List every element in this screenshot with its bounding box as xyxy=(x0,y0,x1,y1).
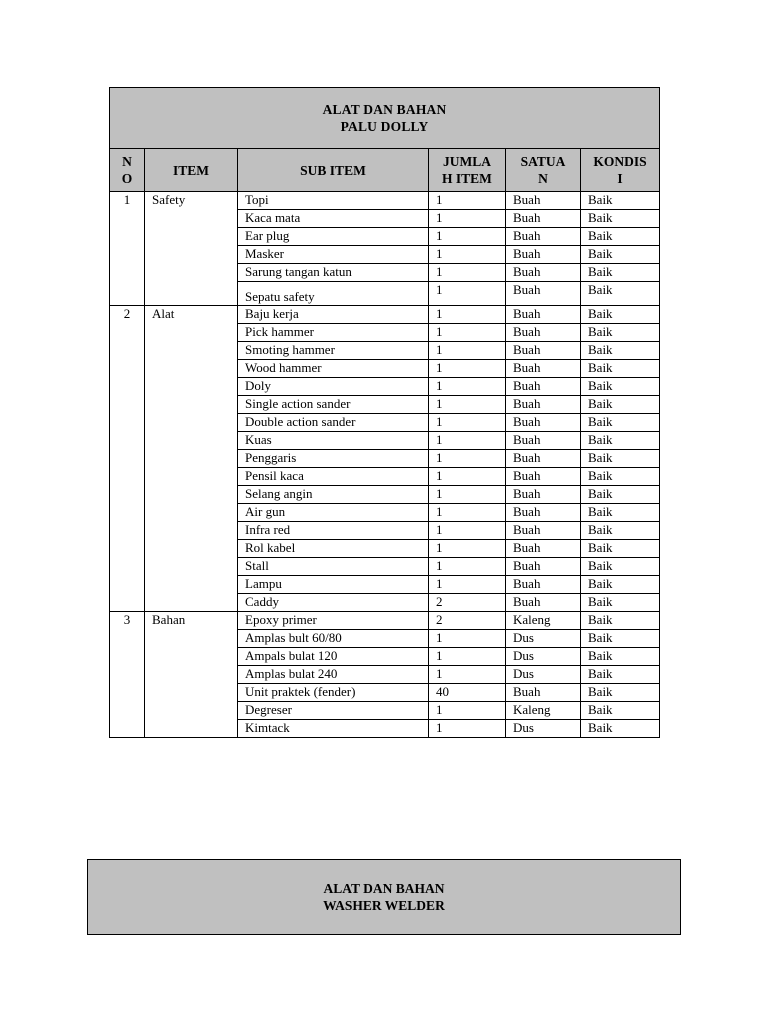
table-title-line2: WASHER WELDER xyxy=(323,898,445,913)
table-row xyxy=(110,282,660,306)
no-cell xyxy=(110,702,145,720)
no-cell xyxy=(110,414,145,432)
no-cell xyxy=(110,468,145,486)
kondisi-cell: Baik xyxy=(581,306,660,324)
sub-item-cell: Masker xyxy=(238,246,429,264)
kondisi-cell: Baik xyxy=(581,486,660,504)
item-cell xyxy=(145,264,238,282)
satuan-cell: Buah xyxy=(506,468,581,486)
kondisi-cell: Baik xyxy=(581,192,660,210)
satuan-cell: Kaleng xyxy=(506,702,581,720)
no-cell xyxy=(110,246,145,264)
item-cell: Safety xyxy=(145,192,238,210)
satuan-cell: Buah xyxy=(506,282,581,306)
header-satuan-line2: N xyxy=(538,171,548,186)
sub-item-cell: Baju kerja xyxy=(238,306,429,324)
kondisi-cell: Baik xyxy=(581,630,660,648)
table-row xyxy=(110,414,660,432)
jumlah-cell: 40 xyxy=(429,684,506,702)
header-kondisi xyxy=(581,149,660,192)
table-row xyxy=(110,264,660,282)
table-title-line2: PALU DOLLY xyxy=(340,119,429,134)
header-no-line2: O xyxy=(121,171,133,186)
no-cell xyxy=(110,282,145,306)
item-cell xyxy=(145,342,238,360)
kondisi-cell: Baik xyxy=(581,666,660,684)
no-cell xyxy=(110,630,145,648)
no-cell xyxy=(110,522,145,540)
table-row xyxy=(110,246,660,264)
satuan-cell: Buah xyxy=(506,306,581,324)
jumlah-cell: 1 xyxy=(429,192,506,210)
washer-welder-table xyxy=(87,859,681,935)
header-kondisi-line1: KONDIS xyxy=(593,154,647,169)
table-row xyxy=(110,360,660,378)
item-cell xyxy=(145,360,238,378)
jumlah-cell: 1 xyxy=(429,468,506,486)
header-no xyxy=(110,149,145,192)
item-cell xyxy=(145,210,238,228)
sub-item-cell: Single action sander xyxy=(238,396,429,414)
kondisi-cell: Baik xyxy=(581,576,660,594)
table-row xyxy=(110,648,660,666)
header-kondisi-line2: I xyxy=(617,171,623,186)
header-item: ITEM xyxy=(145,149,238,192)
no-cell xyxy=(110,264,145,282)
sub-item-cell: Stall xyxy=(238,558,429,576)
table-row xyxy=(110,342,660,360)
no-cell xyxy=(110,576,145,594)
table-row xyxy=(110,558,660,576)
jumlah-cell: 1 xyxy=(429,576,506,594)
no-cell xyxy=(110,648,145,666)
kondisi-cell: Baik xyxy=(581,504,660,522)
table-row xyxy=(110,522,660,540)
table-row xyxy=(110,378,660,396)
table-row xyxy=(110,228,660,246)
jumlah-cell: 2 xyxy=(429,594,506,612)
kondisi-cell: Baik xyxy=(581,594,660,612)
jumlah-cell: 1 xyxy=(429,432,506,450)
kondisi-cell: Baik xyxy=(581,246,660,264)
sub-item-cell: Sepatu safety xyxy=(238,282,429,306)
kondisi-cell: Baik xyxy=(581,396,660,414)
sub-item-cell: Degreser xyxy=(238,702,429,720)
table-row xyxy=(110,468,660,486)
no-cell xyxy=(110,486,145,504)
no-cell xyxy=(110,504,145,522)
kondisi-cell: Baik xyxy=(581,210,660,228)
item-cell xyxy=(145,468,238,486)
sub-item-cell: Double action sander xyxy=(238,414,429,432)
jumlah-cell: 1 xyxy=(429,558,506,576)
jumlah-cell: 1 xyxy=(429,720,506,738)
item-cell xyxy=(145,594,238,612)
item-cell xyxy=(145,630,238,648)
sub-item-cell: Pensil kaca xyxy=(238,468,429,486)
item-cell: Bahan xyxy=(145,612,238,630)
jumlah-cell: 1 xyxy=(429,342,506,360)
no-cell xyxy=(110,558,145,576)
jumlah-cell: 1 xyxy=(429,210,506,228)
kondisi-cell: Baik xyxy=(581,468,660,486)
jumlah-cell: 1 xyxy=(429,504,506,522)
item-cell xyxy=(145,432,238,450)
item-cell xyxy=(145,450,238,468)
item-cell xyxy=(145,702,238,720)
header-sub-item: SUB ITEM xyxy=(238,149,429,192)
no-cell xyxy=(110,720,145,738)
table-row xyxy=(110,486,660,504)
sub-item-cell: Unit praktek (fender) xyxy=(238,684,429,702)
kondisi-cell: Baik xyxy=(581,540,660,558)
satuan-cell: Buah xyxy=(506,540,581,558)
jumlah-cell: 1 xyxy=(429,282,506,306)
satuan-cell: Dus xyxy=(506,666,581,684)
table-row xyxy=(110,324,660,342)
satuan-cell: Buah xyxy=(506,594,581,612)
sub-item-cell: Selang angin xyxy=(238,486,429,504)
table-title xyxy=(88,860,681,935)
kondisi-cell: Baik xyxy=(581,432,660,450)
table-row xyxy=(110,396,660,414)
kondisi-cell: Baik xyxy=(581,450,660,468)
sub-item-cell: Topi xyxy=(238,192,429,210)
satuan-cell: Buah xyxy=(506,396,581,414)
no-cell xyxy=(110,324,145,342)
jumlah-cell: 1 xyxy=(429,360,506,378)
kondisi-cell: Baik xyxy=(581,228,660,246)
item-cell xyxy=(145,522,238,540)
jumlah-cell: 1 xyxy=(429,522,506,540)
jumlah-cell: 1 xyxy=(429,666,506,684)
table-row xyxy=(110,504,660,522)
kondisi-cell: Baik xyxy=(581,414,660,432)
item-cell xyxy=(145,720,238,738)
kondisi-cell: Baik xyxy=(581,702,660,720)
jumlah-cell: 1 xyxy=(429,264,506,282)
item-cell xyxy=(145,648,238,666)
no-cell xyxy=(110,450,145,468)
item-cell xyxy=(145,246,238,264)
satuan-cell: Dus xyxy=(506,630,581,648)
no-cell xyxy=(110,396,145,414)
sub-item-cell: Smoting hammer xyxy=(238,342,429,360)
sub-item-cell: Air gun xyxy=(238,504,429,522)
satuan-cell: Buah xyxy=(506,264,581,282)
satuan-cell: Buah xyxy=(506,360,581,378)
satuan-cell: Buah xyxy=(506,450,581,468)
table-title-line1: ALAT DAN BAHAN xyxy=(323,881,445,896)
satuan-cell: Buah xyxy=(506,558,581,576)
no-cell xyxy=(110,684,145,702)
satuan-cell: Buah xyxy=(506,684,581,702)
table-row xyxy=(110,306,660,324)
sub-item-cell: Pick hammer xyxy=(238,324,429,342)
kondisi-cell: Baik xyxy=(581,360,660,378)
kondisi-cell: Baik xyxy=(581,558,660,576)
sub-item-cell: Epoxy primer xyxy=(238,612,429,630)
kondisi-cell: Baik xyxy=(581,378,660,396)
sub-item-cell: Penggaris xyxy=(238,450,429,468)
jumlah-cell: 1 xyxy=(429,324,506,342)
item-cell xyxy=(145,414,238,432)
kondisi-cell: Baik xyxy=(581,612,660,630)
jumlah-cell: 1 xyxy=(429,378,506,396)
satuan-cell: Buah xyxy=(506,228,581,246)
no-cell xyxy=(110,540,145,558)
no-cell xyxy=(110,378,145,396)
table-row xyxy=(110,450,660,468)
sub-item-cell: Doly xyxy=(238,378,429,396)
table-row xyxy=(110,630,660,648)
item-cell xyxy=(145,684,238,702)
table-row xyxy=(110,720,660,738)
kondisi-cell: Baik xyxy=(581,324,660,342)
no-cell xyxy=(110,432,145,450)
kondisi-cell: Baik xyxy=(581,342,660,360)
sub-item-cell: Infra red xyxy=(238,522,429,540)
item-cell xyxy=(145,504,238,522)
jumlah-cell: 1 xyxy=(429,396,506,414)
no-cell xyxy=(110,342,145,360)
sub-item-cell: Ear plug xyxy=(238,228,429,246)
header-jumlah-line2: H ITEM xyxy=(442,171,492,186)
no-cell xyxy=(110,594,145,612)
table-row xyxy=(110,666,660,684)
table-row xyxy=(110,684,660,702)
jumlah-cell: 1 xyxy=(429,228,506,246)
jumlah-cell: 1 xyxy=(429,246,506,264)
jumlah-cell: 1 xyxy=(429,648,506,666)
table-row xyxy=(110,576,660,594)
no-cell: 1 xyxy=(110,192,145,210)
satuan-cell: Buah xyxy=(506,522,581,540)
item-cell xyxy=(145,282,238,306)
item-cell: Alat xyxy=(145,306,238,324)
jumlah-cell: 1 xyxy=(429,630,506,648)
table-row xyxy=(110,702,660,720)
item-cell xyxy=(145,540,238,558)
header-satuan-line1: SATUA xyxy=(520,154,566,169)
jumlah-cell: 1 xyxy=(429,486,506,504)
table-title-line1: ALAT DAN BAHAN xyxy=(322,102,447,117)
satuan-cell: Buah xyxy=(506,576,581,594)
table-row xyxy=(110,594,660,612)
sub-item-cell: Caddy xyxy=(238,594,429,612)
jumlah-cell: 1 xyxy=(429,450,506,468)
table-row xyxy=(110,540,660,558)
satuan-cell: Dus xyxy=(506,720,581,738)
kondisi-cell: Baik xyxy=(581,684,660,702)
sub-item-cell: Ampals bulat 120 xyxy=(238,648,429,666)
jumlah-cell: 1 xyxy=(429,702,506,720)
satuan-cell: Kaleng xyxy=(506,612,581,630)
satuan-cell: Buah xyxy=(506,486,581,504)
item-cell xyxy=(145,666,238,684)
no-cell xyxy=(110,210,145,228)
palu-dolly-table xyxy=(109,87,660,738)
no-cell xyxy=(110,666,145,684)
kondisi-cell: Baik xyxy=(581,720,660,738)
table-row xyxy=(110,432,660,450)
table-row xyxy=(110,612,660,630)
kondisi-cell: Baik xyxy=(581,522,660,540)
sub-item-cell: Sarung tangan katun xyxy=(238,264,429,282)
item-cell xyxy=(145,486,238,504)
header-no-line1: N xyxy=(122,154,132,169)
jumlah-cell: 1 xyxy=(429,306,506,324)
item-cell xyxy=(145,228,238,246)
sub-item-cell: Lampu xyxy=(238,576,429,594)
satuan-cell: Buah xyxy=(506,246,581,264)
table-row xyxy=(110,210,660,228)
table-row xyxy=(110,192,660,210)
satuan-cell: Buah xyxy=(506,378,581,396)
satuan-cell: Buah xyxy=(506,432,581,450)
header-satuan xyxy=(506,149,581,192)
item-cell xyxy=(145,324,238,342)
satuan-cell: Buah xyxy=(506,324,581,342)
item-cell xyxy=(145,576,238,594)
sub-item-cell: Wood hammer xyxy=(238,360,429,378)
jumlah-cell: 1 xyxy=(429,540,506,558)
satuan-cell: Buah xyxy=(506,210,581,228)
item-cell xyxy=(145,558,238,576)
header-jumlah-line1: JUMLA xyxy=(443,154,491,169)
kondisi-cell: Baik xyxy=(581,282,660,306)
satuan-cell: Buah xyxy=(506,342,581,360)
sub-item-cell: Kimtack xyxy=(238,720,429,738)
header-row xyxy=(110,149,660,192)
table-title xyxy=(110,88,660,149)
jumlah-cell: 2 xyxy=(429,612,506,630)
satuan-cell: Buah xyxy=(506,192,581,210)
sub-item-cell: Amplas bulat 240 xyxy=(238,666,429,684)
satuan-cell: Dus xyxy=(506,648,581,666)
item-cell xyxy=(145,378,238,396)
sub-item-cell: Kaca mata xyxy=(238,210,429,228)
item-cell xyxy=(145,396,238,414)
jumlah-cell: 1 xyxy=(429,414,506,432)
sub-item-cell: Rol kabel xyxy=(238,540,429,558)
satuan-cell: Buah xyxy=(506,504,581,522)
no-cell xyxy=(110,360,145,378)
satuan-cell: Buah xyxy=(506,414,581,432)
no-cell: 3 xyxy=(110,612,145,630)
no-cell: 2 xyxy=(110,306,145,324)
sub-item-cell: Amplas bult 60/80 xyxy=(238,630,429,648)
no-cell xyxy=(110,228,145,246)
header-jumlah-item xyxy=(429,149,506,192)
kondisi-cell: Baik xyxy=(581,264,660,282)
sub-item-cell: Kuas xyxy=(238,432,429,450)
kondisi-cell: Baik xyxy=(581,648,660,666)
